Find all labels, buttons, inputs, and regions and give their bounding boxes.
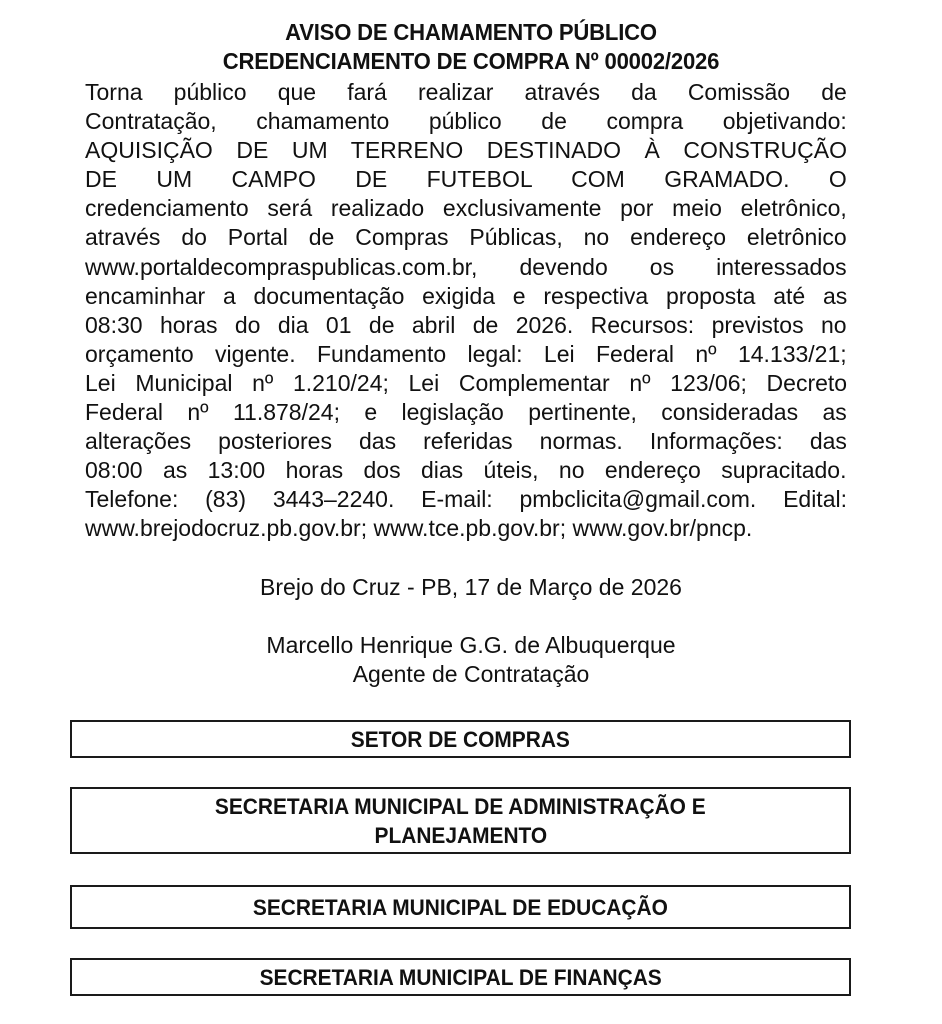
place-date: Brejo do Cruz - PB, 17 de Março de 2026 [260,574,682,600]
body-line: credenciamento será realizado exclusivamente por meio eletrônico, [85,195,847,222]
notice-title: AVISO DE CHAMAMENTO PÚBLICO [285,19,657,45]
signer-name: Marcello Henrique G.G. de Albuquerque [266,632,676,658]
body-line: Lei Municipal nº 1.210/24; Lei Complementar nº 123/06; Decreto [85,369,848,396]
body-line: Federal nº 11.878/24; e legislação pertinente, consideradas as [85,399,847,426]
section-box-financas [70,958,851,996]
body-line: DE UM CAMPO DE FUTEBOL COM GRAMADO. O [85,166,847,193]
body-line: Torna público que fará realizar através da Comissão de [85,79,847,105]
section-box-label: SETOR DE COMPRAS [350,726,571,752]
body-line: alterações posteriores das referidas normas. Informações: das [85,428,847,455]
notice-body [85,78,847,544]
body-line: www.portaldecompraspublicas.com.br, devendo os interessados [85,253,847,280]
body-line: AQUISIÇÃO DE UM TERRENO DESTINADO À CONSTRUÇÃO [85,137,847,164]
section-box-label: SECRETARIA MUNICIPAL DE FINANÇAS [259,964,662,990]
section-box-administracao-planejamento [70,787,851,854]
section-box-setor-de-compras [70,720,851,758]
signer-role: Agente de Contratação [352,661,590,687]
body-line: 08:00 as 13:00 horas dos dias úteis, no endereço supracitado. [85,457,847,484]
body-line: Telefone: (83) 3443–2240. E-mail: pmbclicita@gmail.com. Edital: [85,486,847,513]
section-box-label: SECRETARIA MUNICIPAL DE ADMINISTRAÇÃO E [215,793,706,819]
body-line: orçamento vigente. Fundamento legal: Lei Federal nº 14.133/21; [85,340,847,367]
section-box-label: SECRETARIA MUNICIPAL DE EDUCAÇÃO [253,894,668,920]
body-line: Contratação, chamamento público de compra objetivando: [85,108,847,135]
notice-subtitle: CREDENCIAMENTO DE COMPRA Nº 00002/2026 [222,48,720,74]
body-line: 08:30 horas do dia 01 de abril de 2026. Recursos: previstos no [85,311,847,338]
body-line: através do Portal de Compras Públicas, no endereço eletrônico [85,224,847,251]
body-line: www.brejodocruz.pb.gov.br; www.tce.pb.gov.br; www.gov.br/pncp. [85,515,753,542]
section-box-educacao [70,885,851,929]
body-line: encaminhar a documentação exigida e respectiva proposta até as [85,282,848,309]
section-box-label: PLANEJAMENTO [374,822,547,848]
